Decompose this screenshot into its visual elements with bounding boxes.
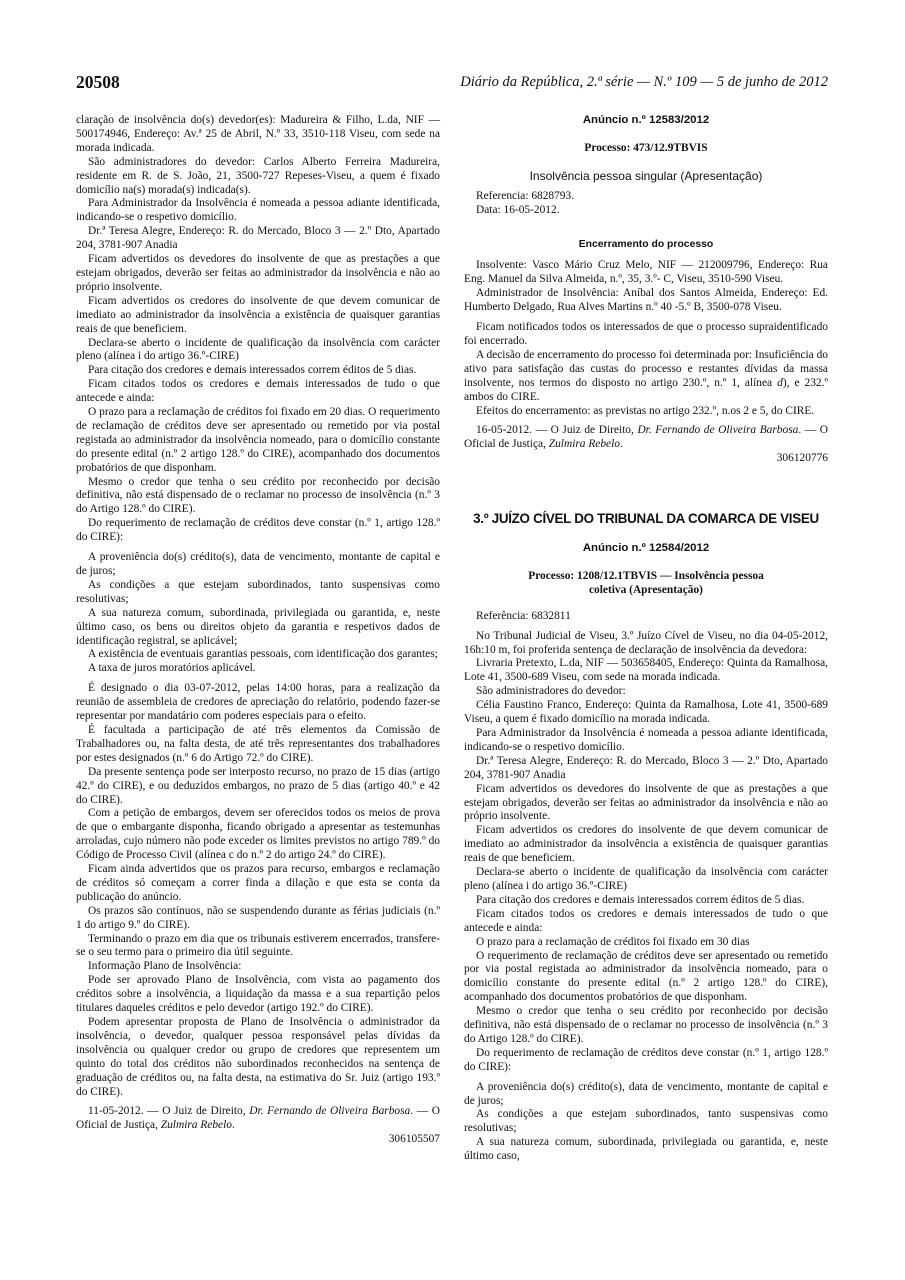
paragraph: Do requerimento de reclamação de créditos deve constar (n.º 1, artigo 128.º do CIRE): — [464, 1046, 828, 1073]
paragraph: Ficam advertidos os devedores do insolvente de que as prestações a que estejam obrigados, deverão ser feitas ao administrador da insolvência e não ao próprio insolvente. — [464, 782, 828, 823]
paragraph: Dr.ª Teresa Alegre, Endereço: R. do Mercado, Bloco 3 — 2.º Dto, Apartado 204, 3781-907 Anadia — [464, 754, 828, 781]
judge-name: Dr. Fernando de Oliveira Barbosa — [249, 1105, 411, 1118]
paragraph: Efeitos do encerramento: as previstas no artigo 232.º, n.os 2 e 5, do CIRE. — [476, 404, 815, 417]
paragraph: As condições a que estejam subordinados, tanto suspensivas como resolutivas; — [464, 1108, 828, 1135]
paragraph: Ficam ainda advertidos que os prazos para recurso, embargos e reclamação de créditos só começam a correr finda a dilação e que esta se conta da publicação do anúncio. — [76, 863, 440, 903]
case-type: Insolvência pessoa singular (Apresentação) — [529, 168, 763, 183]
signature-end: . — [619, 438, 623, 451]
paragraph: Célia Faustino Franco, Endereço: Quinta da Ramalhosa, Lote 41, 3500-689 Viseu, a quem é fixado domicílio na morada indicada. — [464, 699, 828, 726]
paragraph: A sua natureza comum, subordinada, privilegiada ou garantida, e, neste último caso, — [464, 1136, 828, 1163]
process-line-2: coletiva (Apresentação) — [589, 583, 703, 596]
page-header — [76, 72, 828, 92]
signature-date: 16-05-2012. — O Juiz de Direito, — [476, 424, 638, 437]
paragraph: A sua natureza comum, subordinada, privilegiada ou garantida, e, neste último caso, os bens ou direitos objeto da garantia e respetivos dados de identificação registral, se aplicável; — [76, 606, 440, 647]
paragraph: Livraria Pretexto, L.da, NIF — 503658405, Endereço: Quinta da Ramalhosa, Lote 41, 3500-689 Viseu, com sede na morada indicada. — [464, 657, 828, 684]
paragraph: Mesmo o credor que tenha o seu crédito por reconhecido por decisão definitiva, não está dispensado de o reclamar no processo de insolvência (n.º 3 do Artigo 128.º do CIRE). — [464, 1005, 828, 1045]
paragraph — [464, 349, 828, 405]
paragraph: O requerimento de reclamação de créditos deve ser apresentado ou remetido por via postal registada ao administrador da insolvência nomeado, para o domicílio constante do presente edital (n.º 2 artigo 128.º do CIRE), acompanhado dos documentos probatórios de que disponham. — [464, 949, 828, 1004]
officer-name: Zulmira Rebelo — [160, 1119, 232, 1132]
section-subtitle: Encerramento do processo — [578, 238, 714, 250]
announcement-title: Anúncio n.º 12584/2012 — [582, 542, 710, 555]
right-column — [464, 114, 828, 1164]
signature-separator: . — O Oficial de Justiça, — [464, 424, 828, 451]
left-column — [76, 114, 440, 1147]
paragraph: O prazo para a reclamação de créditos foi fixado em 20 dias. O requerimento de reclamação de créditos deve ser apresentado ou remetido por via postal registada ao administrador da insolvência nomeado, para o domicílio constante do presente edital (n.º 2 artigo 128.º do CIRE), acompanhado dos documentos probatórios de que disponham. — [76, 406, 440, 474]
judge-name: Dr. Fernando de Oliveira Barbosa — [637, 424, 799, 437]
paragraph: São administradores do devedor: Carlos Alberto Ferreira Madureira, residente em R. de S. João, 21, 3500-727 Repeses-Viseu, a quem é fixado domicílio na(s) morada(s) indicada(s). — [76, 155, 440, 196]
paragraph: Informação Plano de Insolvência: — [88, 960, 242, 973]
paragraph: Pode ser aprovado Plano de Insolvência, com vista ao pagamento dos créditos sobre a insolvência, a liquidação da massa e a sua repartição pelos titulares daqueles créditos e pelo devedor (artigo 192.º do CIRE). — [76, 974, 440, 1015]
date-line: Data: 16-05-2012. — [476, 203, 560, 216]
paragraph: Com a petição de embargos, devem ser oferecidos todos os meios de prova de que o embargante disponha, ficando obrigado a apresentar as testemunhas arroladas, cujo número não pode exceder os limites previstos no artigo 789.º do Código de Processo Civil (alínea c do n.º 2 do artigo 24.º do CIRE). — [76, 807, 440, 862]
paragraph: Podem apresentar proposta de Plano de Insolvência o administrador da insolvência, o devedor, qualquer pessoa responsável pelas dívidas da insolvência ou qualquer credor ou grupo de credores que representem um quinto do total dos créditos não subordinados reconhecidos na sentença de graduação de créditos ou, na falta desta, na estimativa do Sr. Juiz (artigo 193.º do CIRE). — [76, 1016, 440, 1098]
reference-line: Referência: 6832811 — [476, 609, 571, 622]
signature-date: 11-05-2012. — O Juiz de Direito, — [88, 1105, 250, 1118]
signature-line — [76, 1105, 440, 1133]
paragraph: Ficam notificados todos os interessados de que o processo supraidentificado foi encerrado. — [464, 321, 828, 347]
paragraph: Para citação dos credores e demais interessados correm éditos de 5 dias. — [476, 893, 805, 906]
announcement-title: Anúncio n.º 12583/2012 — [582, 114, 710, 126]
court-heading: 3.º JUÍZO CÍVEL DO TRIBUNAL DA COMARCA DE VISEU — [473, 511, 819, 527]
paragraph: Do requerimento de reclamação de créditos deve constar (n.º 1, artigo 128.º do CIRE): — [76, 517, 440, 544]
paragraph: A taxa de juros moratórios aplicável. — [88, 662, 256, 675]
paragraph: claração de insolvência do(s) devedor(es): Madureira & Filho, L.da, NIF — 500174946, Endereço: Av.ª 25 de Abril, N.º 33, 3510-118 Viseu, com sede na morada indicada. — [76, 114, 440, 154]
process-number: Processo: 473/12.9TBVIS — [584, 141, 708, 154]
paragraph: No Tribunal Judicial de Viseu, 3.º Juízo Cível de Viseu, no dia 04-05-2012, 16h:10 m, foi proferida sentença de declaração de insolvência da devedora: — [464, 629, 828, 656]
process-number — [464, 570, 828, 598]
paragraph: Ficam citados todos os credores e demais interessados de tudo o que antecede e ainda: — [464, 907, 828, 934]
reference-line: Referencia: 6828793. — [476, 189, 575, 202]
paragraph: Mesmo o credor que tenha o seu crédito por reconhecido por decisão definitiva, não está dispensado de o reclamar no processo de insolvência (n.º 3 do Artigo 128.º do CIRE). — [76, 475, 440, 516]
paragraph: Ficam citados todos os credores e demais interessados de tudo o que antecede e ainda: — [76, 378, 440, 405]
decision-text: A decisão de encerramento do processo foi determinada por: Insuficiência do ativo para satisfação das custas do processo e restantes dívidas da massa insolvente, nos termos do disposto no artigo 230.º, n.º 1, alínea — [464, 348, 828, 389]
paragraph: Declara-se aberto o incidente de qualificação da insolvência com carácter pleno (alínea i do artigo 36.º-CIRE) — [76, 336, 440, 363]
decision-text-end: ), e 232.º ambos do CIRE. — [464, 376, 829, 403]
signature-separator: . — O Oficial de Justiça, — [76, 1105, 440, 1132]
paragraph: Para Administrador da Insolvência é nomeada a pessoa adiante identificada, indicando-se o respetivo domicílio. — [464, 727, 828, 753]
officer-name: Zulmira Rebelo — [548, 438, 620, 451]
paragraph: O prazo para a reclamação de créditos foi fixado em 30 dias — [476, 935, 750, 948]
paragraph: A existência de eventuais garantias pessoais, com identificação dos garantes; — [88, 648, 438, 661]
paragraph: Declara-se aberto o incidente de qualificação da insolvência com carácter pleno (alínea i do artigo 36.º-CIRE) — [464, 866, 828, 892]
paragraph: Para citação dos credores e demais interessados correm éditos de 5 dias. — [88, 364, 417, 377]
decision-alinea: d — [777, 376, 783, 389]
journal-title: Diário da República, 2.ª série — N.º 109 — 5 de junho de 2012 — [460, 74, 828, 90]
paragraph: Ficam advertidos os credores do insolvente de que devem comunicar de imediato ao administrador da insolvência a existência de quaisquer garantias reais de que beneficiem. — [76, 294, 440, 335]
paragraph: É designado o dia 03-07-2012, pelas 14:00 horas, para a realização da reunião de assembleia de credores de apreciação do relatório, podendo fazer-se representar por mandatário com poderes especiais para o efeito. — [76, 682, 440, 723]
page-number: 20508 — [76, 72, 120, 92]
paragraph: Os prazos são contínuos, não se suspendendo durante as férias judiciais (n.º 1 do artigo 9.º do CIRE). — [76, 904, 440, 931]
paragraph: Dr.ª Teresa Alegre, Endereço: R. do Mercado, Bloco 3 — 2.º Dto, Apartado 204, 3781-907 Anadia — [76, 225, 440, 252]
paragraph: A proveniência do(s) crédito(s), data de vencimento, montante de capital e de juros; — [76, 551, 440, 577]
paragraph: Administrador de Insolvência: Aníbal dos Santos Almeida, Endereço: Ed. Humberto Delgado, Rua Alves Martins n.º 40 -5.º B, 3500-078 Viseu. — [464, 287, 828, 314]
paragraph: A proveniência do(s) crédito(s), data de vencimento, montante de capital e de juros; — [464, 1080, 828, 1107]
reference-number: 306105507 — [388, 1133, 440, 1146]
paragraph: Ficam advertidos os credores do insolvente de que devem comunicar de imediato ao administrador da insolvência a existência de quaisquer garantias reais de que beneficiem. — [464, 824, 828, 865]
signature-line — [464, 424, 828, 452]
paragraph: As condições a que estejam subordinados, tanto suspensivas como resolutivas; — [76, 578, 440, 605]
paragraph: É facultada a participação de até três elementos da Comissão de Trabalhadores ou, na falta desta, de até três representantes dos trabalhadores por estes designados (n.º 6 do Artigo 72.º do CIRE). — [76, 723, 440, 764]
paragraph: Ficam advertidos os devedores do insolvente de que as prestações a que estejam obrigados, deverão ser feitas ao administrador da insolvência e não ao próprio insolvente. — [76, 253, 440, 293]
paragraph: Para Administrador da Insolvência é nomeada a pessoa adiante identificada, indicando-se o respetivo domicílio. — [76, 197, 440, 224]
paragraph: Terminando o prazo em dia que os tribunais estiverem encerrados, transfere-se o seu termo para o primeiro dia útil seguinte. — [76, 932, 440, 959]
paragraph: São administradores do devedor: — [476, 685, 626, 698]
reference-number: 306120776 — [776, 452, 828, 465]
process-line-1: Processo: 1208/12.1TBVIS — Insolvência pessoa — [528, 569, 764, 582]
paragraph: Da presente sentença pode ser interposto recurso, no prazo de 15 dias (artigo 42.º do CIRE), e ou deduzidos embargos, no prazo de 5 dias (artigo 40.º e 42 do CIRE). — [76, 765, 440, 806]
signature-end: . — [231, 1119, 235, 1132]
paragraph: Insolvente: Vasco Mário Cruz Melo, NIF — 212009796, Endereço: Rua Eng. Manuel da Silva Almeida, n.º, 35, 3.º- C, Viseu, 3510-590 Viseu. — [464, 259, 828, 286]
